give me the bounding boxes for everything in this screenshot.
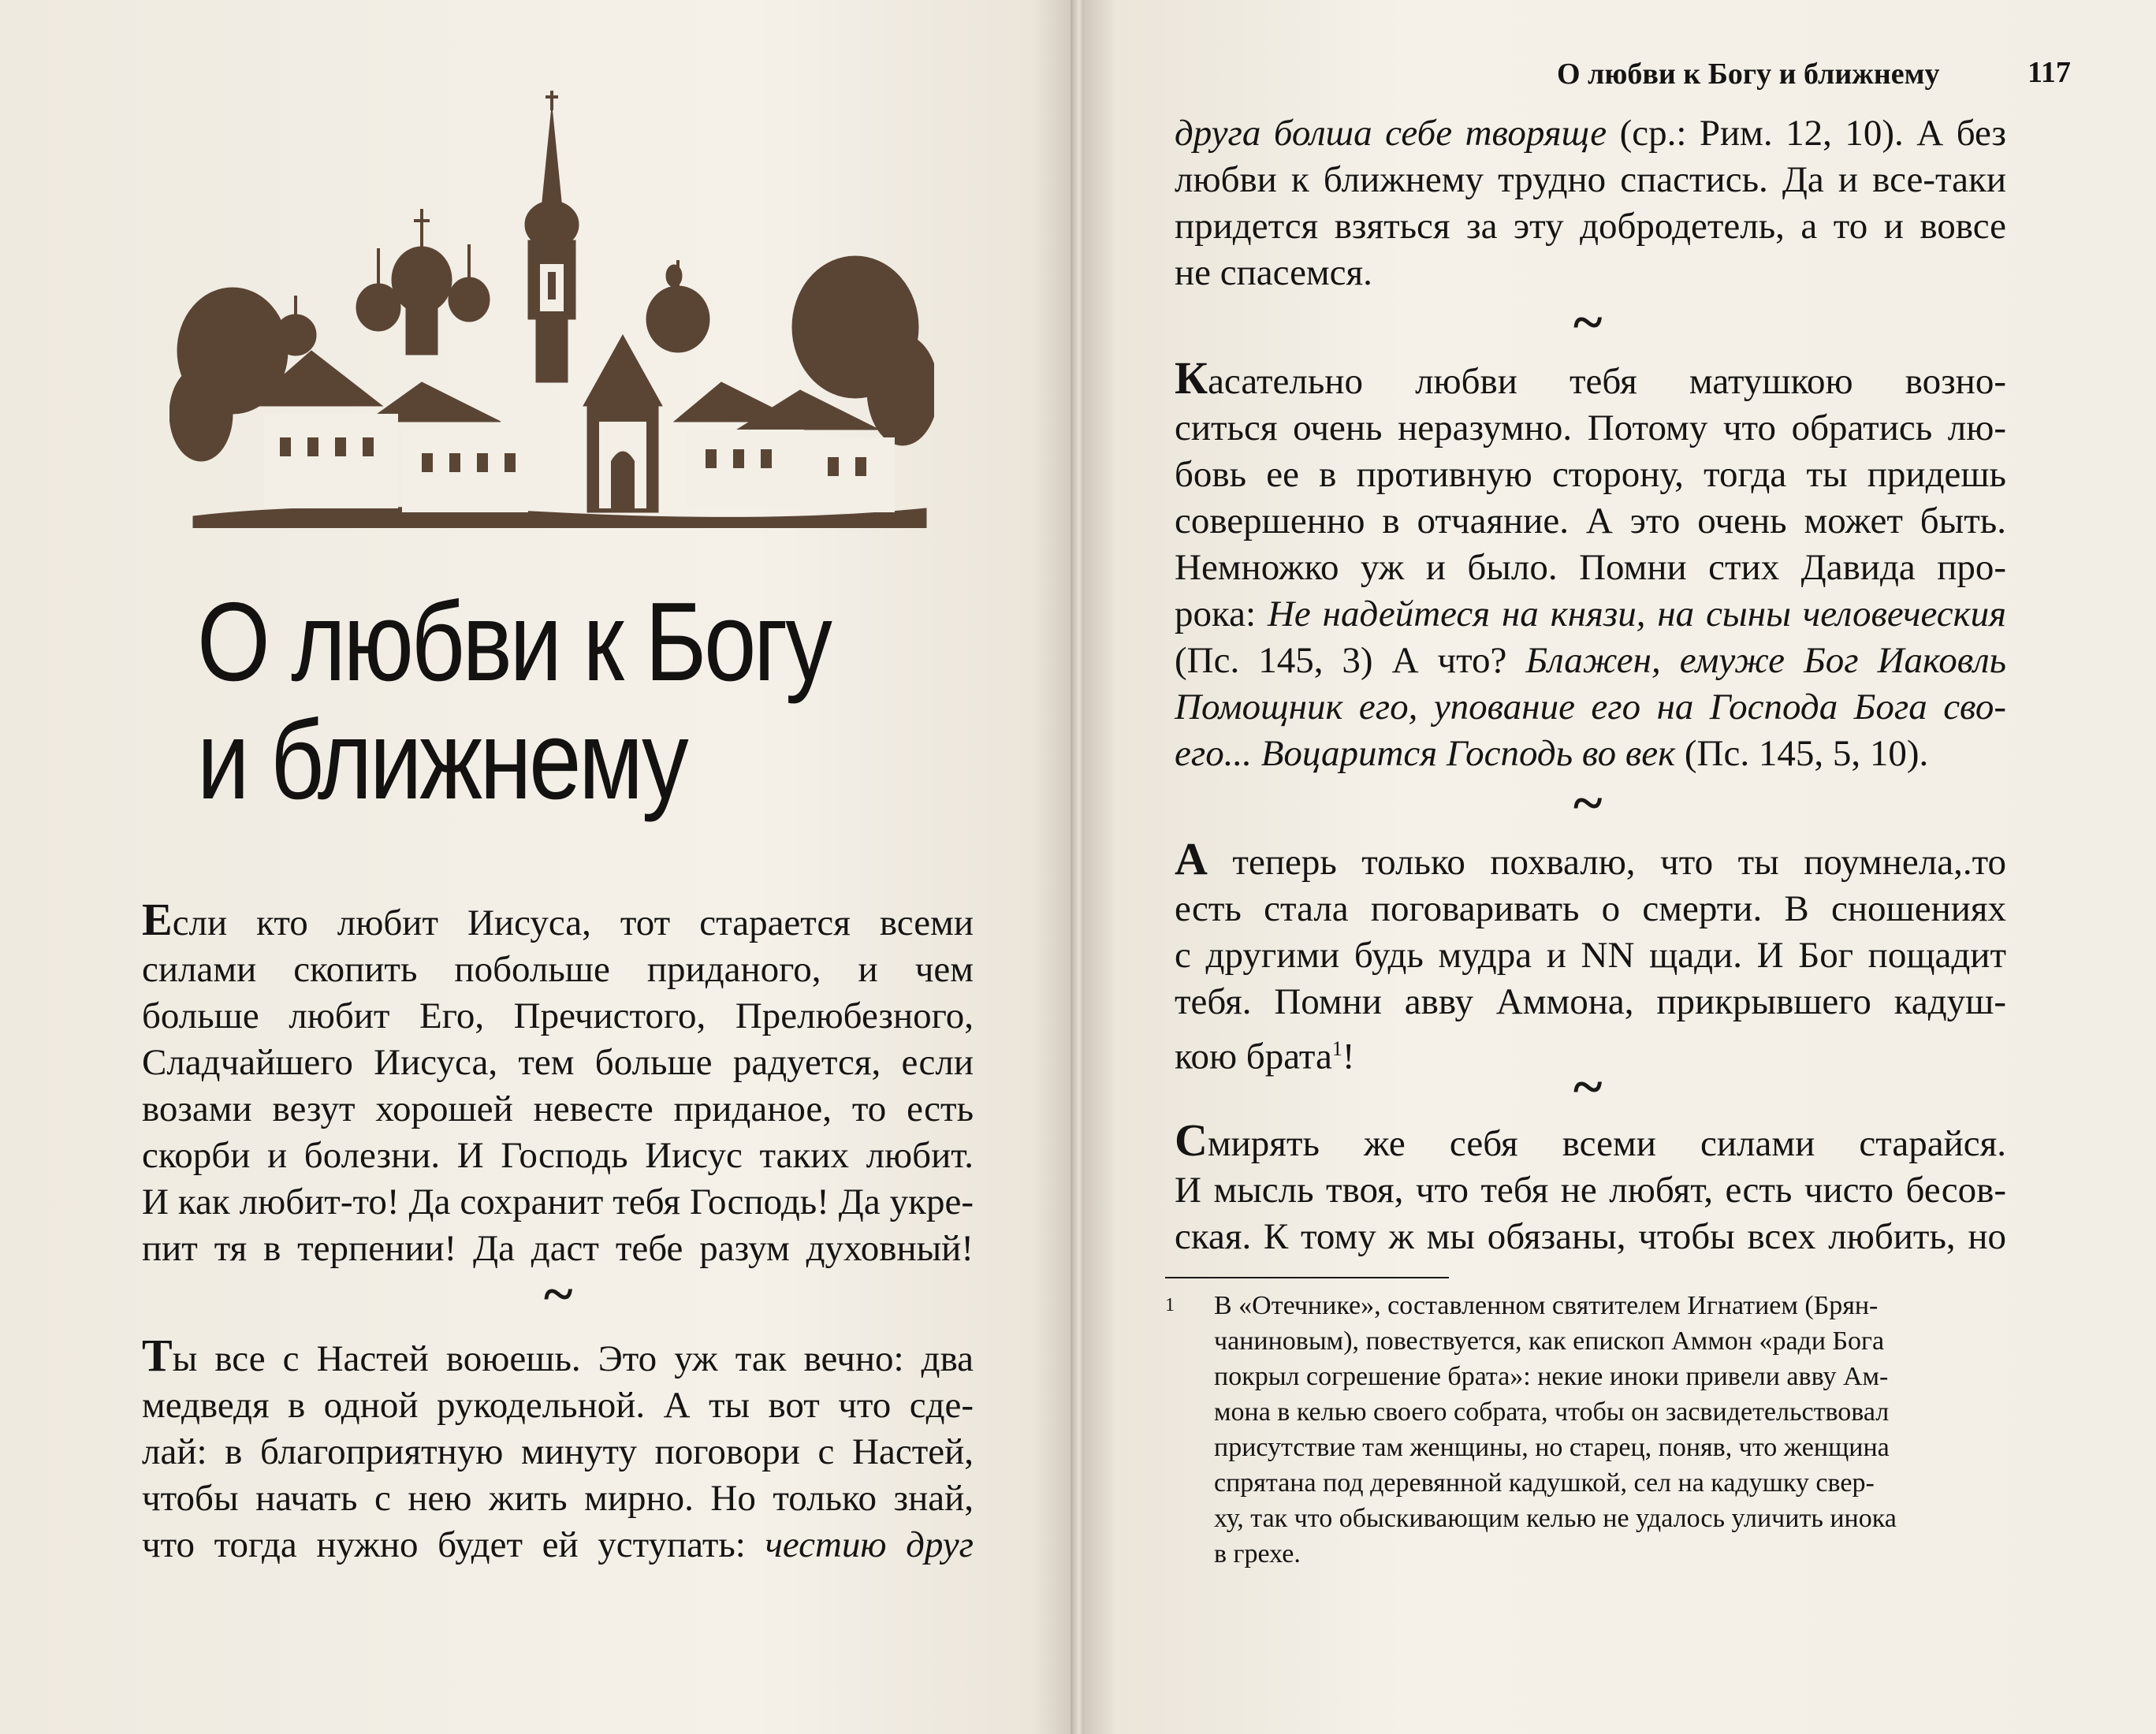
text-line: любви к ближнему трудно спастись. Да и все-таки [1175, 159, 2006, 200]
text-line: есть стала поговаривать о смерти. В сношениях [1175, 888, 2006, 929]
text-line: ская. К тому ж мы обязаны, чтобы всех любить, но [1175, 1216, 2006, 1257]
running-head: О любви к Богу и ближнему [1557, 58, 1940, 91]
chapter-title [197, 579, 859, 823]
text-line: рока: [1175, 594, 1268, 634]
page-number: 117 [2028, 56, 2071, 89]
text-line: (Пс. 145, 5, 10). [1675, 733, 1929, 774]
text-line: (Пс. 145, 3) А что? [1175, 640, 1526, 681]
text-line: кою брата [1175, 1036, 1332, 1077]
footnote-mark: 1 [1165, 1295, 1175, 1315]
text-line: тебя. Помни авву Аммона, прикрывшего кадуш- [1175, 981, 2006, 1022]
footnote-line: спрятана под деревянной кадушкой, сел на кадушку свер- [1214, 1468, 1875, 1498]
section-separator: ~ [1573, 773, 1603, 834]
italic-text: честию друг [765, 1524, 974, 1565]
text-line: Сладчайшего Иисуса, тем больше радуется, если [142, 1042, 974, 1083]
dropcap: С [1175, 1114, 1208, 1166]
text-line: не спасемся. [1175, 252, 1372, 293]
chapter-title-line-1: О любви к Богу [197, 579, 830, 705]
italic-text: Помощник его, упование его на Господа Бога сво- [1175, 687, 2006, 727]
footnote-line: мона в келью своего собрата, чтобы он засвидетельствовал [1214, 1397, 1890, 1427]
section-separator: ~ [544, 1264, 573, 1325]
paragraph-4 [1175, 352, 2006, 777]
footnote-line: в грехе. [1214, 1539, 1301, 1568]
dropcap: Т [142, 1330, 173, 1381]
paragraph-2 [142, 1332, 974, 1568]
text-line: И мысль твоя, что тебя не любят, есть чисто бесов- [1175, 1170, 2006, 1211]
text-line: ы все с Настей воюешь. Это уж так вечно: два [172, 1338, 974, 1379]
footnote-line: покрыл согрешение брата»: некие иноки привели авву Ам- [1214, 1362, 1889, 1391]
text-line: сли кто любит Иисуса, тот старается всеми [172, 902, 974, 943]
italic-text: Не надейтеся на князи, на сыны человеческия [1267, 594, 2006, 634]
text-line: медведя в одной рукодельной. А ты вот что сде- [142, 1385, 974, 1426]
text-line: Немножко уж и было. Помни стих Давида про- [1175, 547, 2006, 588]
text-line: ситься очень неразумно. Потому что обратись лю- [1175, 407, 2006, 448]
paragraph-3 [1175, 110, 2006, 296]
footnote [1165, 1288, 2016, 1572]
text-line: И как любит-то! Да сохранит тебя Господь! Да укре- [142, 1181, 974, 1222]
text-line: лай: в благоприятную минуту поговори с Настей, [142, 1431, 974, 1472]
italic-text: друга болша себе творяще [1175, 113, 1607, 154]
chapter-title-line-2: и ближнему [197, 698, 687, 823]
text-line: скорби и болезни. И Господь Иисус таких любит. [142, 1135, 974, 1176]
paragraph-6 [1175, 1114, 2006, 1260]
text-line: (ср.: Рим. 12, 10). А без [1607, 113, 2006, 154]
text-line: силами скопить побольше приданого, и чем [142, 949, 974, 990]
text-line: пит тя в терпении! Да даст тебе разум духовный! [142, 1228, 974, 1269]
dropcap: А [1175, 833, 1208, 884]
church-town-illustration [169, 91, 934, 528]
text-line: мирять же себя всеми силами старайся. [1207, 1123, 2006, 1164]
dropcap: К [1175, 352, 1208, 404]
paragraph-1 [142, 896, 974, 1272]
italic-text: его... Воцарится Господь во век [1175, 733, 1676, 774]
footnote-line: присутствие там женщины, но старец, поняв, что женщина [1214, 1433, 1890, 1462]
paragraph-5 [1175, 835, 2006, 1081]
footnote-divider [1165, 1277, 1449, 1278]
footnote-line: В «Отечнике», составленном святителем Игнатием (Брян- [1214, 1291, 1879, 1320]
section-separator: ~ [1573, 1057, 1603, 1118]
text-line: совершенно в отчаяние. А это очень может быть. [1175, 500, 2006, 541]
left-page [0, 0, 1076, 1734]
text-line: ! [1342, 1036, 1355, 1077]
text-line: возами везут хорошей невесте приданое, то есть [142, 1088, 974, 1129]
footnote-reference[interactable]: 1 [1331, 1037, 1342, 1060]
text-line: с другими будь мудра и NN щади. И Бог пощадит [1175, 935, 2006, 976]
dropcap: Е [142, 894, 173, 945]
text-line: бовь ее в противную сторону, тогда ты придешь [1175, 454, 2006, 495]
text-line: теперь только похвалю, что ты поумнела,.то [1207, 842, 2006, 883]
section-separator: ~ [1573, 292, 1603, 353]
text-line: асательно любви тебя матушкою возно- [1208, 361, 2006, 402]
footnote-line: чаниновым), повествуется, как епископ Аммон «ради Бога [1214, 1327, 1885, 1356]
text-line: что тогда нужно будет ей уступать: [142, 1524, 746, 1565]
text-line: придется взяться за эту добродетель, а то и вовсе [1175, 206, 2006, 247]
text-line: больше любит Его, Пречистого, Прелюбезного, [142, 995, 974, 1036]
footnote-line: ху, так что обыскивающим келью не удалось уличить инока [1214, 1504, 1897, 1533]
text-line: чтобы начать с нею жить мирно. Но только знай, [142, 1478, 974, 1519]
italic-text: Блажен, емуже Бог Иаковль [1525, 640, 2006, 681]
